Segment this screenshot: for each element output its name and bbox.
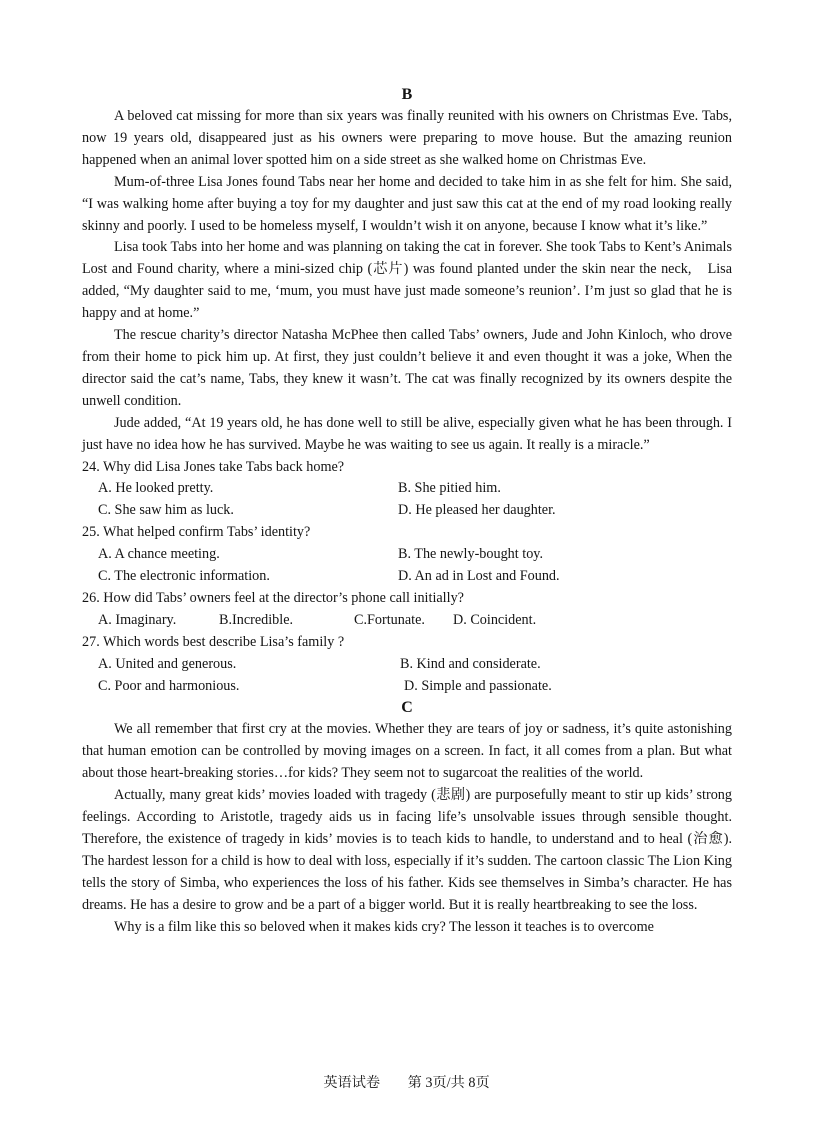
option-b: B. Kind and considerate. bbox=[400, 655, 541, 672]
passage-paragraph: A beloved cat missing for more than six years was finally reunited with his owners on Christmas Eve. Tabs, now 19 years old, disappeared just as his owners were preparing to move house. But the amazing reunion happened when an animal lover spotted him on a side street as she walked home on Christmas Eve. bbox=[82, 108, 732, 168]
section-b-passage bbox=[82, 106, 732, 457]
option-c: C. The electronic information. bbox=[98, 568, 270, 585]
option-d: D. An ad in Lost and Found. bbox=[398, 568, 560, 585]
option-c: C.Fortunate. bbox=[354, 611, 425, 628]
option-d: D. Simple and passionate. bbox=[404, 677, 552, 694]
option-a: A. He looked pretty. bbox=[98, 480, 214, 497]
option-b: B. The newly-bought toy. bbox=[398, 546, 544, 563]
footer-page-number: 第 3页/共 8页 bbox=[407, 1075, 490, 1091]
passage-paragraph: We all remember that first cry at the movies. Whether they are tears of joy or sadness, it’s quite astonishing that human emotion can be controlled by moving images on a screen. In fact, it all comes from a plan. But what about those heart-breaking stories…for kids? They seem not to sugarcoat the realities of the world. bbox=[82, 721, 732, 782]
exam-page bbox=[82, 84, 732, 939]
option-b: B.Incredible. bbox=[219, 611, 294, 628]
question-26 bbox=[82, 588, 732, 632]
passage-paragraph: Why is a film like this so beloved when it makes kids cry? The lesson it teaches is to overcome bbox=[114, 918, 654, 935]
passage-paragraph: The rescue charity’s director Natasha McPhee then called Tabs’ owners, Jude and John Kinloch, who drove from their home to pick him up. At first, they just couldn’t believe it and even thought it was a joke, When the director said the cat’s name, Tabs, they knew it wasn’t. The cat was finally recognized by its owners despite the unwell condition. bbox=[82, 327, 732, 409]
option-a: A. United and generous. bbox=[98, 655, 237, 672]
question-stem: 27. Which words best describe Lisa’s family ? bbox=[82, 633, 345, 650]
option-b: B. She pitied him. bbox=[398, 480, 501, 497]
section-c-passage bbox=[82, 719, 732, 938]
question-stem: 26. How did Tabs’ owners feel at the director’s phone call initially? bbox=[82, 589, 464, 606]
option-a: A. A chance meeting. bbox=[98, 546, 220, 563]
page-footer bbox=[0, 1073, 813, 1093]
passage-paragraph: Jude added, “At 19 years old, he has done well to still be alive, especially given what he has been through. I just have no idea how he has survived. Maybe he was waiting to see us again. It really is a miracle.” bbox=[82, 414, 732, 453]
option-d: D. Coincident. bbox=[453, 611, 537, 628]
passage-paragraph: Mum-of-three Lisa Jones found Tabs near her home and decided to take him in as she felt for him. She said, “I was walking home after buying a toy for my daughter and just saw this cat at the end of my road looking really skinny and poorly. I used to be homeless myself, I wouldn’t wish it on anyone, because I know what it’s like.” bbox=[82, 173, 732, 234]
question-24 bbox=[82, 457, 732, 523]
section-b-heading: B bbox=[401, 86, 413, 103]
question-25 bbox=[82, 522, 732, 588]
question-27 bbox=[82, 632, 732, 698]
question-stem: 25. What helped confirm Tabs’ identity? bbox=[82, 524, 311, 541]
option-c: C. She saw him as luck. bbox=[98, 502, 234, 519]
option-c: C. Poor and harmonious. bbox=[98, 677, 240, 694]
question-stem: 24. Why did Lisa Jones take Tabs back home? bbox=[82, 458, 345, 475]
option-d: D. He pleased her daughter. bbox=[398, 502, 556, 519]
passage-paragraph: Lisa took Tabs into her home and was planning on taking the cat in forever. She took Tabs to Kent’s Animals Lost and Found charity, where a mini-sized chip (芯片) was found planted under the skin near the neck, Lisa added, “My daughter said to me, ‘mum, you must have just made someone’s reunion’. I’m just so glad that he is happy and at home.” bbox=[82, 239, 732, 322]
section-c-heading: C bbox=[401, 699, 413, 717]
footer-subject: 英语试卷 bbox=[323, 1075, 381, 1091]
passage-paragraph: Actually, many great kids’ movies loaded with tragedy (悲剧) are purposefully meant to stir up kids’ strong feelings. According to Aristotle, tragedy aids us in facing life’s unsolvable issues through sensible thought. Therefore, the existence of tragedy in kids’ movies is to teach kids to handle, to understand and to heal (治愈). The hardest lesson for a child is how to deal with loss, especially if it’s sudden. The cartoon classic The Lion King tells the story of Simba, who experiences the loss of his father. Kids see themselves in Simba’s character. He has dreams. He has a desire to grow and be a part of a bigger world. But it is really heartbreaking to see the loss. bbox=[82, 787, 732, 913]
option-a: A. Imaginary. bbox=[98, 611, 177, 628]
